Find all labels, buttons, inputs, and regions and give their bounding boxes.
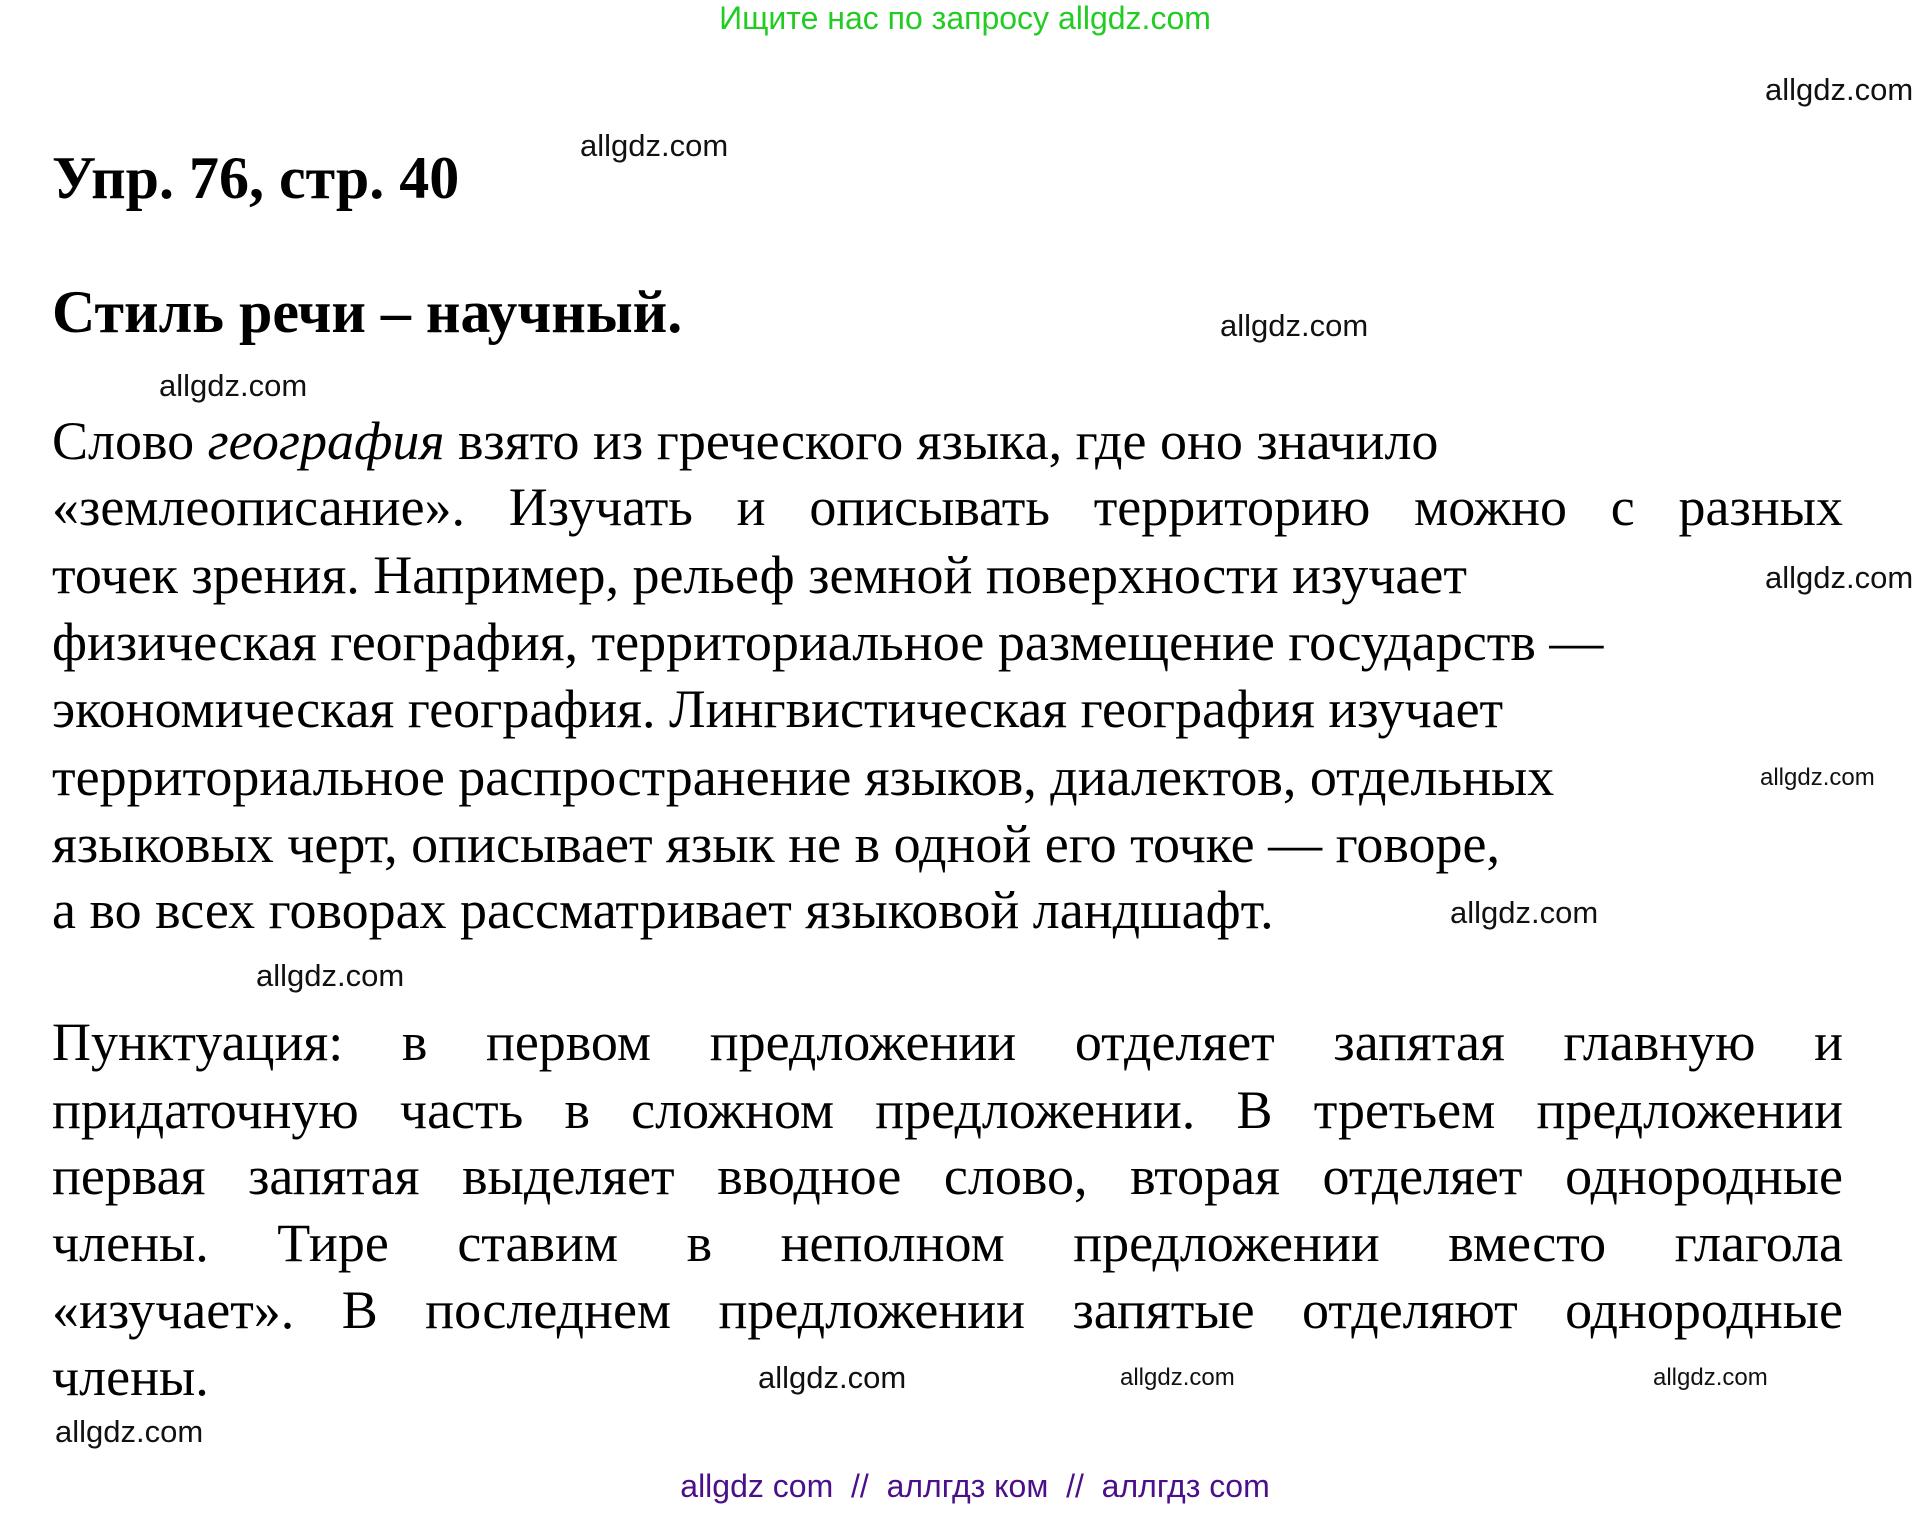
paragraph1-line: территориальное распространение языков, диалектов, отдельных: [52, 747, 1555, 807]
paragraph1-line: а во всех говорах рассматривает языковой ландшафт.: [52, 880, 1274, 940]
paragraph1-line: языковых черт, описывает язык не в одной его точке — говоре,: [52, 814, 1500, 874]
paragraph1-line: физическая география, территориальное размещение государств —: [52, 612, 1604, 672]
watermark: allgdz.com: [1760, 764, 1875, 791]
watermark: allgdz.com: [1120, 1364, 1235, 1391]
italic-term: география: [207, 411, 445, 471]
paragraph1-line: Слово география взято из греческого языка, где оно значило: [52, 411, 1439, 471]
paragraph2-line: Пунктуация: в первом предложении отделяет запятая главную и: [52, 1012, 1843, 1072]
watermark: allgdz.com: [1450, 895, 1599, 930]
watermark: allgdz.com: [1220, 308, 1369, 343]
paragraph2-line: члены. Тире ставим в неполном предложении вместо глагола: [52, 1213, 1843, 1273]
watermark: allgdz.com: [159, 368, 308, 403]
watermark: allgdz.com: [758, 1360, 907, 1395]
top-banner: Ищите нас по запросу allgdz.com: [719, 0, 1211, 36]
paragraph1-line: «землеописание». Изучать и описывать территорию можно с разных: [52, 477, 1843, 537]
paragraph2-line: первая запятая выделяет вводное слово, вторая отделяет однородные: [52, 1146, 1843, 1206]
paragraph2-line: придаточную часть в сложном предложении. В третьем предложении: [52, 1080, 1843, 1140]
paragraph2-line: члены.: [52, 1347, 209, 1407]
paragraph1-line: экономическая география. Лингвистическая география изучает: [52, 679, 1504, 739]
watermark: allgdz.com: [1765, 560, 1914, 595]
watermark: allgdz.com: [1765, 72, 1914, 107]
paragraph1-line: точек зрения. Например, рельеф земной поверхности изучает: [52, 545, 1467, 605]
footer-links: allgdz com // аллгдз ком // аллгдз com: [680, 1468, 1270, 1504]
style-heading: Стиль речи – научный.: [52, 279, 683, 345]
watermark: allgdz.com: [580, 128, 729, 163]
watermark: allgdz.com: [55, 1414, 204, 1449]
watermark: allgdz.com: [256, 958, 405, 993]
watermark: allgdz.com: [1653, 1364, 1768, 1391]
exercise-heading: Упр. 76, стр. 40: [52, 145, 460, 211]
paragraph2-line: «изучает». В последнем предложении запятые отделяют однородные: [52, 1280, 1843, 1340]
